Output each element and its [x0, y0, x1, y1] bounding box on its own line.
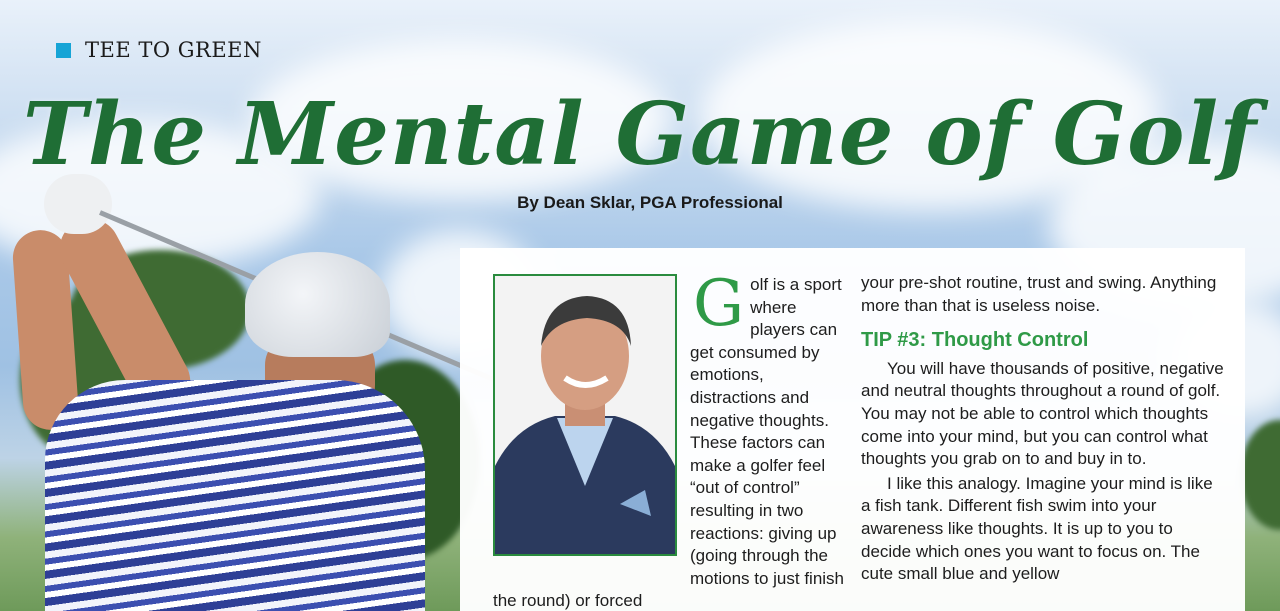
article-panel	[460, 248, 1245, 611]
article-title: The Mental Game of Golf	[22, 84, 1258, 185]
tip-heading: TIP #3: Thought Control	[861, 329, 1089, 352]
dropcap-letter: G	[693, 267, 745, 341]
article-column-2	[861, 272, 1226, 586]
column-2-paragraph-3: I like this analogy. Imagine your mind is like a fish tank. Different fish swim into your awareness like thoughts. It is up to you to decide which ones you want to focus on. The cute small blue and yellow	[861, 473, 1213, 584]
section-label: TEE TO GREEN	[85, 38, 262, 62]
section-tag	[56, 38, 262, 62]
section-square-icon	[56, 43, 71, 58]
column-2-paragraph-2: You will have thousands of positive, negative and neutral thoughts throughout a round of golf. You may not be able to control which thoughts come into your mind, but you can control what thoughts you grab on to and buy in to.	[861, 358, 1224, 469]
article-column-1	[493, 267, 848, 611]
column-1-text: olf is a sport where players can get consumed by emotions, distractions and negative thoughts. These factors can make a golfer feel “out of control” resulting in two reactions: giving up (going through the motions to just finish the round) or forced	[493, 275, 845, 611]
article-byline: By Dean Sklar, PGA Professional	[517, 193, 783, 212]
column-2-paragraph-1: your pre-shot routine, trust and swing. Anything more than that is useless noise.	[861, 273, 1217, 315]
